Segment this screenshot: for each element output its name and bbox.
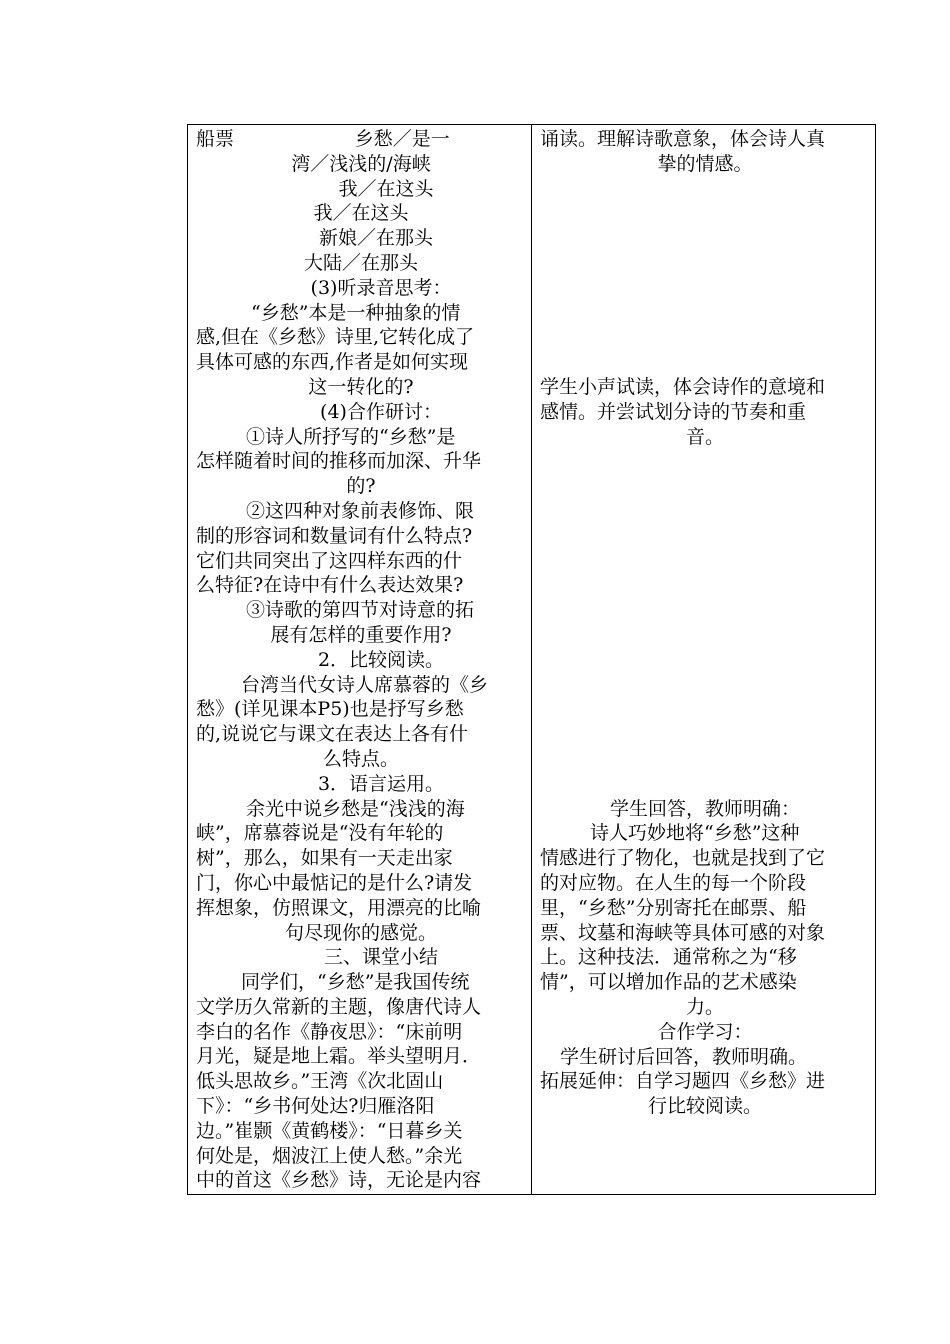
right-text-line: 行比较阅读。 (647, 1095, 762, 1118)
left-text-line: 低头思故乡。”王湾《次北固山 (196, 1070, 444, 1093)
left-text-line: 我／在这头 (313, 202, 409, 225)
left-text-line: 么特征?在诗中有什么表达效果? (196, 574, 464, 597)
right-text-line: 票、坟墓和海峡等具体可感的对象 (540, 921, 826, 944)
left-text-line: 同学们，“乡愁”是我国传统 (241, 971, 470, 994)
left-text-line: 的? (346, 475, 376, 498)
left-text-line: 门，你心中最惦记的是什么?请发 (196, 871, 473, 894)
right-text-line: 感情。并尝试划分诗的节奏和重 (540, 400, 807, 423)
right-text-line: 里，“乡愁”分别寄托在邮票、船 (540, 896, 807, 919)
right-text-line: 的对应物。在人生的每一个阶段 (540, 872, 807, 894)
left-text-line: “乡愁”本是一种抽象的情 (251, 301, 461, 324)
left-text-line: 愁》(详见课本P5)也是抒写乡愁 (196, 698, 464, 721)
right-text-line: 学生回答，教师明确： (609, 797, 800, 820)
left-text-line: 中的首这《乡愁》诗，无论是内容 (196, 1169, 482, 1192)
left-text-line: ①诗人所抒写的“乡愁”是 (246, 425, 456, 448)
student-activity-column (540, 127, 870, 1187)
left-text-line: 制的形容词和数量词有什么特点? (196, 524, 473, 547)
right-text-line: 诗人巧妙地将“乡愁”这种 (590, 822, 800, 845)
left-text-line: 么特点。 (322, 747, 399, 770)
right-text-line: 力。 (685, 996, 724, 1018)
left-text-line: 李白的名作《静夜思》：“床前明 (196, 1020, 463, 1043)
right-text-line: 诵读。理解诗歌意象，体会诗人真 (540, 128, 826, 150)
right-text-line: 上。这种技法．通常称之为“移 (540, 946, 797, 969)
left-text-line: 3．语言运用。 (317, 772, 445, 795)
column-divider (531, 125, 532, 1194)
left-text-line: 大陆／在那头 (303, 251, 418, 274)
left-text-line: 怎样随着时间的推移而加深、升华 (196, 450, 482, 473)
left-text-line: 新娘／在那头 (318, 227, 433, 250)
left-text-line: 下》：“乡书何处达?归雁洛阳 (196, 1095, 435, 1118)
right-text-line: 学生研讨后回答，教师明确。 (560, 1045, 808, 1068)
right-text-line: 合作学习： (657, 1020, 753, 1043)
left-text-line: ③诗歌的第四节对诗意的拓 (246, 599, 475, 622)
right-text-line: 挚的情感。 (657, 152, 753, 175)
left-text-line: 感,但在《乡愁》诗里,它转化成了 (196, 326, 475, 349)
left-text-line: 这一转化的? (308, 375, 414, 398)
left-text-line: 月光，疑是地上霜。举头望明月． (196, 1045, 482, 1068)
left-text-line: 文学历久常新的主题，像唐代诗人 (196, 995, 482, 1018)
right-text-line: 音。 (685, 425, 724, 448)
right-text-line: 学生小声试读，体会诗作的意境和 (540, 376, 826, 398)
left-text-line: 我／在这头 (338, 177, 434, 200)
right-text-line: 情”，可以增加作品的艺术感染 (540, 971, 797, 994)
left-text-line: 展有怎样的重要作用? (270, 623, 452, 646)
left-text-line: 峡”，席慕蓉说是“没有年轮的 (196, 822, 444, 845)
left-text-line: 树”，那么，如果有一天走出家 (196, 847, 453, 870)
lesson-plan-table (187, 124, 876, 1195)
left-text-line: 台湾当代女诗人席慕蓉的《乡 (241, 673, 489, 696)
left-text-line: 三、课堂小结 (323, 946, 438, 969)
left-text-line: 的,说说它与课文在表达上各有什 (196, 723, 469, 746)
left-text-line: 船票 乡愁／是一 (196, 128, 450, 150)
teaching-content-column (196, 127, 526, 1193)
left-text-line: 何处是，烟波江上使人愁。”余光 (196, 1144, 463, 1167)
left-text-line: 边。”崔颢《黄鹤楼》：“日暮乡关 (196, 1119, 463, 1142)
left-text-line: 具体可感的东西,作者是如何实现 (196, 351, 469, 374)
left-text-line: (4)合作研讨： (320, 400, 442, 423)
right-text-line: 拓展延伸：自学习题四《乡愁》进 (540, 1070, 826, 1093)
left-text-line: 它们共同突出了这四样东西的什 (196, 549, 463, 572)
right-text-line: 情感进行了物化，也就是找到了它 (540, 847, 826, 870)
left-text-line: ②这四种对象前表修饰、限 (246, 499, 475, 522)
left-text-line: 挥想象，仿照课文，用漂亮的比喻 (196, 896, 482, 919)
left-text-line: 余光中说乡愁是“浅浅的海 (246, 797, 465, 820)
left-text-line: 2．比较阅读。 (317, 648, 445, 671)
left-text-line: (3)听录音思考： (310, 276, 452, 299)
left-text-line: 句尽现你的感觉。 (284, 921, 437, 944)
left-text-line: 湾／浅浅的/海峡 (291, 152, 431, 175)
